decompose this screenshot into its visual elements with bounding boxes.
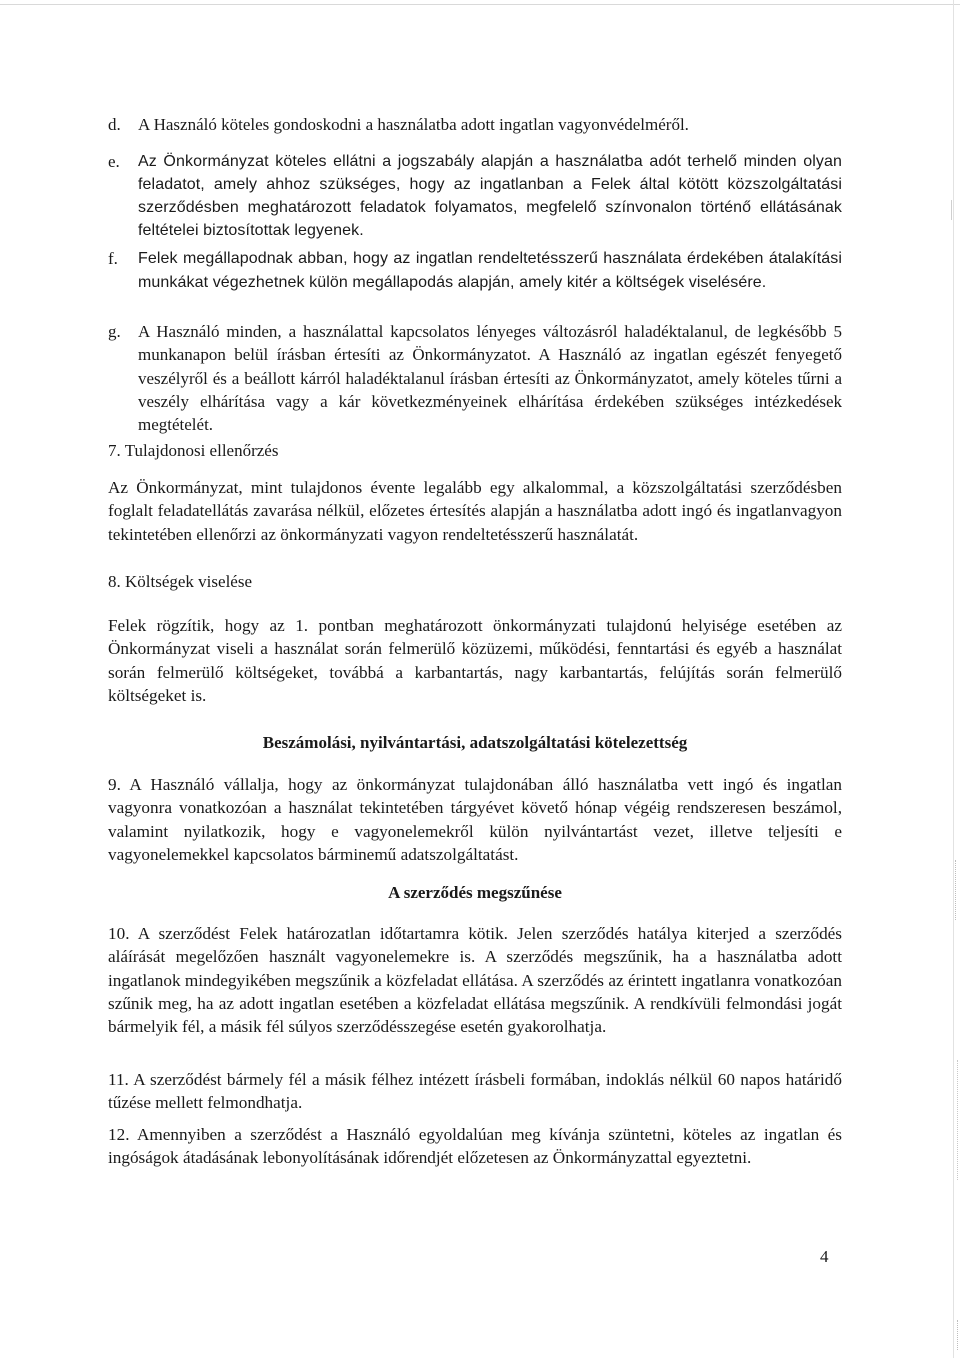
section-7-title: 7. Tulajdonosi ellenőrzés bbox=[108, 441, 279, 460]
list-marker: e. bbox=[108, 152, 120, 171]
list-item-g bbox=[108, 320, 842, 436]
section-8-title: 8. Költségek viselése bbox=[108, 572, 252, 591]
section-11-text: 11. A szerződést bármely fél a másik félhez intézett írásbeli formában, indoklás nélkül 60 napos határidő tűzése mellett felmondhatja. bbox=[108, 1070, 842, 1113]
section-8-text: Felek rögzítik, hogy az 1. pontban meghatározott önkormányzati tulajdonú helyisége esetében az Önkormányzat viseli a használat során felmerülő közüzemi, működési, fenntartási és egyéb a használat során felmerülő költségeket, továbbá a karbantartás, nagy karbantartás, felújítás során felmerülő költségeket is. bbox=[108, 616, 842, 705]
page-number: 4 bbox=[820, 1247, 829, 1266]
list-marker: f. bbox=[108, 249, 118, 268]
section-7-text: Az Önkormányzat, mint tulajdonos évente legalább egy alkalommal, a közszolgáltatási szerződésben foglalt feladatellátás zavarása nélkül, előzetes értesítés alapján a használatba adott ingó és ingatlanvagyon tekintetében ellenőrzi az önkormányzati vagyon rendeltetésszerű használatát. bbox=[108, 478, 842, 544]
list-item-d bbox=[108, 113, 842, 137]
section-12-text: 12. Amennyiben a szerződést a Használó egyoldalúan meg kívánja szüntetni, köteles az ingatlan és ingóságok átadásának lebonyolításának időrendjét előzetesen az Önkormányzattal egyeztetni. bbox=[108, 1125, 842, 1168]
list-item-text: Az Önkormányzat köteles ellátni a jogszabály alapján a használatba adót terhelő minden olyan feladatot, amely ahhoz szükséges, hogy az ingatlanban a Felek által kötött közszolgáltatási szerződésben meghatározott feladatok folyamatos, megfelelő színvonalon történő ellátásának feltételei biztosítottak legyenek. bbox=[138, 153, 842, 239]
scan-edge bbox=[0, 4, 960, 5]
list-item-e bbox=[108, 150, 842, 242]
section-9-text: 9. A Használó vállalja, hogy az önkormányzat tulajdonában álló használatba vett ingó és ingatlan vagyonra vonatkozóan a használat tekintetében tárgyévet követő hónap végéig rendszeresen beszámol, valamint nyilatkozik, hogy e vagyonelemekről külön nyilvántartást vezet, illetve teljesíti e vagyonelemekkel kapcsolatos bárminemű adatszolgáltatást. bbox=[108, 775, 842, 864]
list-item-f bbox=[108, 247, 842, 294]
list-marker: g. bbox=[108, 322, 121, 341]
scan-artifact bbox=[949, 1320, 958, 1350]
list-marker: d. bbox=[108, 115, 121, 134]
heading-reporting: Beszámolási, nyilvántartási, adatszolgáltatási kötelezettség bbox=[262, 733, 688, 752]
scan-artifact bbox=[951, 200, 952, 220]
section-10-text: 10. A szerződést Felek határozatlan időtartamra kötik. Jelen szerződés hatálya kiterjed a szerződés aláírását megelőzően használt vagyonelemekre is. A szerződés megszűnik, ha a használatba adott ingatlanok mindegyikében megszűnik a közfeladat ellátása. A szerződés az érintett ingatlanra vonatkozóan szűnik meg, ha az adott ingatlan esetében a közfeladat ellátása megszűnik. A rendkívüli felmondási jogát bármelyik fél, a másik fél súlyos szerződésszegése esetén gyakorolhatja. bbox=[108, 924, 842, 1037]
list-item-text: Felek megállapodnak abban, hogy az ingatlan rendeltetésszerű használata érdekében átalakítási munkákat végezhetnek külön megállapodás alapján, amely kitér a költségek viselésére. bbox=[138, 250, 842, 291]
scan-artifact bbox=[951, 1060, 958, 1180]
list-item-text: A Használó köteles gondoskodni a használatba adott ingatlan vagyonvédelméről. bbox=[138, 115, 689, 134]
list-item-text: A Használó minden, a használattal kapcsolatos lényeges változásról haladéktalanul, de legkésőbb 5 munkanapon belül írásban értesíti az Önkormányzatot. A Használó az ingatlan egészét fenyegető veszélyről és a beállott kárról haladéktalanul írásban értesíti az Önkormányzatot, amely köteles tűrni a veszély elhárítása vagy a kár következményeinek elhárítása érdekében szükséges intézkedések megtételét. bbox=[138, 322, 842, 435]
heading-termination: A szerződés megszűnése bbox=[388, 883, 562, 902]
scan-artifact bbox=[952, 860, 956, 920]
